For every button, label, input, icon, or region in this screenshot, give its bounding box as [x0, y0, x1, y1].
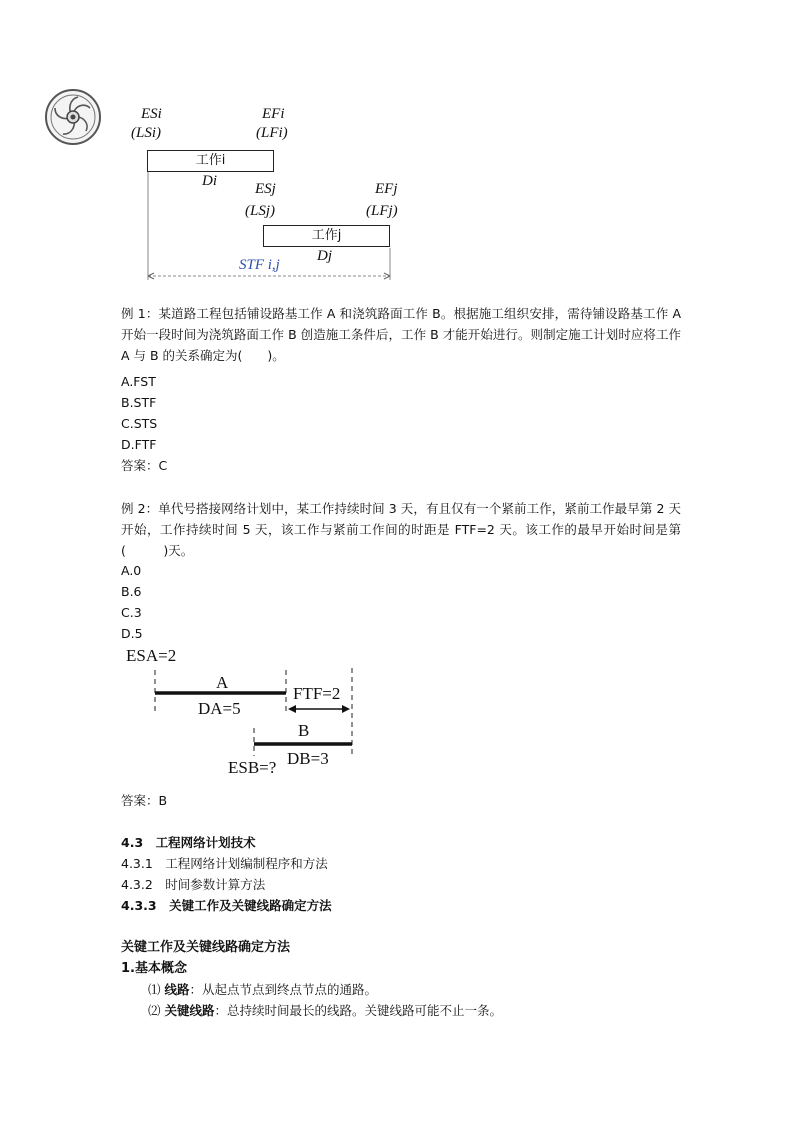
example1-option-a: A.FST [121, 374, 156, 389]
list-item-critical-path-text: ：总持续时间最长的线路。关键线路可能不止一条。 [214, 1003, 503, 1018]
list-item-route-text: ：从起点节点到终点节点的通路。 [189, 982, 378, 997]
heading-4-3-2: 4.3.2 时间参数计算方法 [121, 877, 266, 892]
example2-option-d: D.5 [121, 626, 143, 641]
list-item-critical-path-number: ⑵ [148, 1003, 161, 1018]
stf-label: STF i,j [239, 257, 280, 273]
es-j-label: ESj [255, 181, 276, 197]
task-j-label: 工作j [311, 228, 342, 243]
d-a-label: DA=5 [198, 699, 241, 718]
example1-question: 例 1：某道路工程包括铺设路基工作 A 和浇筑路面工作 B。根据施工组织安排，需待铺设路基工作 A 开始一段时间为浇筑路面工作 B 创造施工条件后，工作 B 才能开始进行。则制定施工计划时应将工作 A 与 B 的关系确定为( )。 [121, 306, 681, 363]
es-i-label: ESi [141, 106, 162, 122]
example2-option-a: A.0 [121, 563, 142, 578]
list-item-route-number: ⑴ [148, 982, 161, 997]
basic-concepts-heading: 1.基本概念 [121, 961, 187, 976]
ls-i-label: (LSi) [131, 125, 161, 141]
d-b-label: DB=3 [287, 749, 329, 768]
d-j-label: Dj [317, 248, 332, 264]
task-a-label: A [216, 673, 229, 692]
d-i-label: Di [202, 173, 217, 189]
example1-option-b: B.STF [121, 395, 157, 410]
example1-answer: 答案：C [121, 458, 168, 473]
es-a-label: ESA=2 [126, 646, 177, 665]
example2-answer: 答案：B [121, 793, 168, 808]
ef-i-label: EFi [262, 106, 285, 122]
example2-question: 例 2：单代号搭接网络计划中，某工作持续时间 3 天，有且仅有一个紧前工作，紧前工作最早第 2 天开始，工作持续时间 5 天，该工作与紧前工作间的时距是 FTF=2 天。该工作的最早开始时间是第( )天。 [121, 501, 681, 558]
task-i-label: 工作i [195, 153, 226, 168]
list-item-critical-path-term: 关键线路 [164, 1003, 215, 1018]
content-title: 关键工作及关键线路确定方法 [121, 940, 291, 955]
list-item-route-term: 线路 [164, 982, 190, 997]
ftf-diagram-lines [140, 660, 370, 770]
es-b-label: ESB=? [228, 758, 277, 777]
example2-option-b: B.6 [121, 584, 142, 599]
example1-option-c: C.STS [121, 416, 158, 431]
ftf-label: FTF=2 [293, 684, 341, 703]
example2-option-c: C.3 [121, 605, 142, 620]
heading-4-3-1: 4.3.1 工程网络计划编制程序和方法 [121, 856, 328, 871]
lf-j-label: (LFj) [366, 203, 398, 219]
ef-j-label: EFj [375, 181, 398, 197]
lf-i-label: (LFi) [256, 125, 288, 141]
logo-emblem-icon [44, 88, 102, 146]
task-b-label: B [298, 721, 310, 740]
list-item-critical-path [148, 1002, 502, 1020]
heading-4-3-3: 4.3.3 关键工作及关键线路确定方法 [121, 898, 332, 913]
list-item-route [148, 981, 377, 999]
heading-4-3: 4.3 工程网络计划技术 [121, 835, 256, 850]
example1-option-d: D.FTF [121, 437, 157, 452]
ls-j-label: (LSj) [245, 203, 275, 219]
